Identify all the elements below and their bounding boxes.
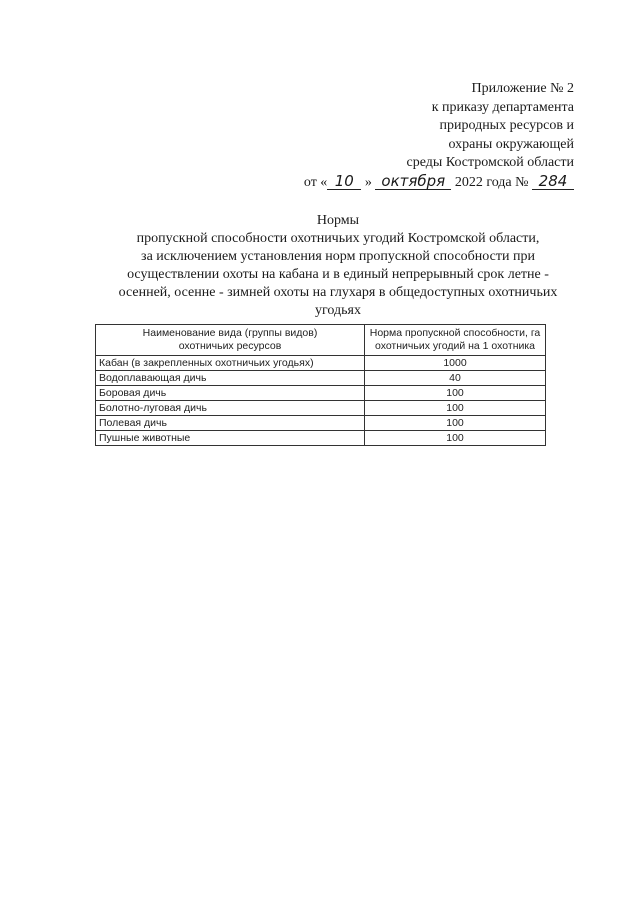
species-name: Болотно-луговая дичь (96, 401, 365, 416)
title-line: за исключением установления норм пропускной способности при (141, 249, 535, 264)
year-text: 2022 года № (454, 174, 529, 190)
appendix-line: Приложение № 2 (471, 81, 574, 96)
norm-value: 40 (365, 371, 546, 386)
species-name: Водоплавающая дичь (96, 371, 365, 386)
species-name: Полевая дичь (96, 416, 365, 431)
species-name: Боровая дичь (96, 386, 365, 401)
table-row (96, 386, 546, 401)
norm-value: 100 (365, 386, 546, 401)
appendix-line: среды Костромской области (406, 155, 574, 170)
order-date-line (304, 173, 574, 193)
norm-value: 100 (365, 401, 546, 416)
table-row (96, 431, 546, 446)
species-name: Пушные животные (96, 431, 365, 446)
document-title (100, 212, 576, 320)
title-line: угодьях (315, 303, 361, 318)
appendix-line: охраны окружающей (448, 136, 574, 152)
column-header-species: Наименование вида (группы видов) охотничьих ресурсов (96, 325, 365, 356)
title-line: осенней, осенне - зимней охоты на глухаря в общедоступных охотничьих (118, 285, 558, 300)
table-row (96, 416, 546, 431)
norm-value: 1000 (365, 356, 546, 371)
norm-value: 100 (365, 431, 546, 446)
date-prefix: от « (303, 174, 328, 190)
table-row (96, 371, 546, 386)
appendix-line: к приказу департамента (431, 99, 574, 115)
norm-value: 100 (365, 416, 546, 431)
appendix-header (304, 80, 574, 192)
appendix-line: природных ресурсов и (439, 118, 574, 133)
handwritten-order-number: 284 (532, 173, 574, 190)
table-header-row (96, 325, 546, 356)
table-row (96, 401, 546, 416)
species-name: Кабан (в закрепленных охотничьих угодьях) (96, 356, 365, 371)
handwritten-month: октября (375, 173, 451, 190)
title-heading: Нормы (316, 213, 360, 228)
handwritten-day: 10 (327, 173, 361, 190)
norms-table (95, 324, 546, 446)
column-header-norm: Норма пропускной способности, га охотничьих угодий на 1 охотника (365, 325, 546, 356)
table-row (96, 356, 546, 371)
quote-close: » (364, 174, 372, 190)
title-line: осуществлении охоты на кабана и в единый непрерывный срок летне - (127, 267, 549, 282)
title-line: пропускной способности охотничьих угодий Костромской области, (136, 231, 540, 246)
